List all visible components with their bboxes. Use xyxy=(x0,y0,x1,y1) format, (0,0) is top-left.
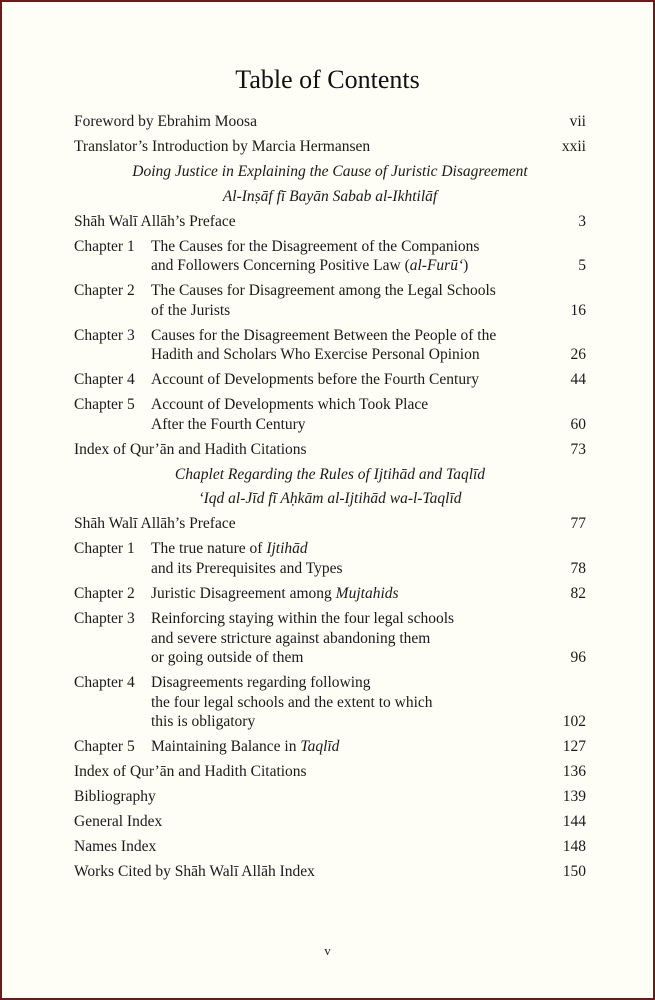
toc-entry-part1-index[interactable] xyxy=(74,440,586,460)
chapter-number: Chapter 4 xyxy=(74,674,135,692)
entry-page: 3 xyxy=(578,212,586,230)
chapter-number: Chapter 3 xyxy=(74,609,135,627)
label-italic: al-Furū‘ xyxy=(409,257,464,275)
label-line: Reinforcing staying within the four legal schools xyxy=(151,609,455,627)
entry-label xyxy=(151,237,586,276)
entry-label: Names Index xyxy=(74,838,157,856)
entry-label: Index of Qur’ān and Hadith Citations xyxy=(74,440,307,458)
entry-page: 44 xyxy=(570,371,586,389)
entry-label: Shāh Walī Allāh’s Preface xyxy=(74,515,236,533)
entry-label xyxy=(151,737,586,757)
label-line: Hadith and Scholars Who Exercise Personal Opinion xyxy=(151,346,480,364)
label-line: this is obligatory xyxy=(151,713,256,731)
entry-page: 16 xyxy=(570,301,586,319)
entry-page: 82 xyxy=(570,584,586,602)
toc-entry-bibliography[interactable] xyxy=(74,787,586,807)
part2-arabic-title: ‘Iqd al-Jīd fī Aḥkām al-Ijtihād wa-l-Taqlīd xyxy=(198,490,462,508)
entry-page: 144 xyxy=(562,813,586,831)
label-line: The Causes for the Disagreement of the Companions xyxy=(151,237,480,255)
entry-label xyxy=(151,673,586,732)
entry-label: Foreword by Ebrahim Moosa xyxy=(74,113,257,130)
label-line: or going outside of them xyxy=(151,649,304,667)
toc-entry-translators-introduction[interactable] xyxy=(74,137,586,157)
entry-page: 60 xyxy=(570,415,586,433)
toc-entry-part1-preface[interactable] xyxy=(74,212,586,232)
label-line: The Causes for Disagreement among the Legal Schools xyxy=(151,282,496,300)
toc-entry-general-index[interactable] xyxy=(74,812,586,832)
label-line: Juristic Disagreement among xyxy=(151,584,336,602)
entry-page: xxii xyxy=(561,137,586,155)
toc-entry-part2-chapter-2[interactable] xyxy=(74,584,586,604)
entry-label: Translator’s Introduction by Marcia Hermansen xyxy=(74,137,371,155)
book-page xyxy=(2,2,653,998)
label-line: and Followers Concerning Positive Law ( xyxy=(151,257,410,275)
toc-entry-part1-chapter-5[interactable] xyxy=(74,395,586,434)
entry-page: 77 xyxy=(570,515,586,533)
label-line: ) xyxy=(463,257,469,275)
label-line: and severe stricture against abandoning them xyxy=(151,629,431,647)
part1-title: Doing Justice in Explaining the Cause of Juristic Disagreement xyxy=(132,162,528,180)
label-line: The true nature of xyxy=(151,540,267,558)
chapter-number: Chapter 4 xyxy=(74,371,135,389)
entry-page: 148 xyxy=(562,838,586,856)
entry-label: Shāh Walī Allāh’s Preface xyxy=(74,212,236,230)
page-number: v xyxy=(324,943,331,958)
entry-page: 136 xyxy=(562,763,586,781)
entry-page: 5 xyxy=(578,257,586,275)
entry-label: General Index xyxy=(74,813,163,831)
toc-entry-part1-chapter-4[interactable] xyxy=(74,370,586,390)
entry-page: 73 xyxy=(570,440,586,458)
toc-entry-part2-chapter-4[interactable] xyxy=(74,673,586,732)
entry-page: 26 xyxy=(570,346,586,364)
entry-label xyxy=(151,370,586,390)
chapter-number: Chapter 2 xyxy=(74,282,135,300)
entry-label xyxy=(151,584,586,604)
entry-label xyxy=(151,281,586,320)
entry-label xyxy=(151,539,586,578)
part2-heading xyxy=(74,465,586,509)
chapter-number: Chapter 1 xyxy=(74,540,135,558)
label-line: Maintaining Balance in xyxy=(151,738,301,756)
toc-entry-part1-chapter-2[interactable] xyxy=(74,281,586,320)
label-line: Account of Developments which Took Place xyxy=(151,396,429,414)
chapter-number: Chapter 5 xyxy=(74,738,135,756)
label-italic: Mujtahids xyxy=(335,584,399,602)
label-line: After the Fourth Century xyxy=(151,415,306,433)
entry-label: Index of Qur’ān and Hadith Citations xyxy=(74,763,307,781)
label-italic: Taqlīd xyxy=(300,738,340,756)
entry-page: 78 xyxy=(570,559,586,577)
toc-entry-foreword[interactable] xyxy=(74,112,586,132)
part1-heading xyxy=(74,162,586,206)
part2-title: Chaplet Regarding the Rules of Ijtihād and Taqlīd xyxy=(174,465,486,483)
entry-page: 150 xyxy=(562,863,586,881)
part1-arabic-title: Al-Inṣāf fī Bayān Sabab al-Ikhtilāf xyxy=(222,187,438,205)
label-line: Account of Developments before the Fourth Century xyxy=(151,371,479,389)
label-line: and its Prerequisites and Types xyxy=(151,559,343,577)
toc-entry-part2-chapter-1[interactable] xyxy=(74,539,586,578)
chapter-number: Chapter 2 xyxy=(74,584,135,602)
toc-entry-part2-chapter-3[interactable] xyxy=(74,609,586,668)
entry-label xyxy=(151,609,586,668)
toc-entry-part2-preface[interactable] xyxy=(74,514,586,534)
chapter-number: Chapter 3 xyxy=(74,326,135,344)
label-italic: Ijtihād xyxy=(266,540,308,558)
label-line: Causes for the Disagreement Between the People of the xyxy=(151,326,497,344)
entry-page: 127 xyxy=(562,738,586,756)
chapter-number: Chapter 1 xyxy=(74,237,135,255)
table-of-contents xyxy=(74,112,586,887)
entry-label xyxy=(151,326,586,365)
entry-page: 96 xyxy=(570,649,586,667)
toc-entry-part1-chapter-3[interactable] xyxy=(74,326,586,365)
entry-page: 102 xyxy=(562,713,586,731)
toc-entry-part2-index[interactable] xyxy=(74,762,586,782)
toc-entry-works-cited-index[interactable] xyxy=(74,862,586,882)
entry-label: Works Cited by Shāh Walī Allāh Index xyxy=(74,863,315,881)
toc-entry-names-index[interactable] xyxy=(74,837,586,857)
entry-label: Bibliography xyxy=(74,788,156,806)
label-line: Disagreements regarding following xyxy=(151,674,371,692)
entry-page: 139 xyxy=(562,788,586,806)
entry-label xyxy=(151,395,586,434)
toc-entry-part1-chapter-1[interactable] xyxy=(74,237,586,276)
page-title: Table of Contents xyxy=(235,65,420,94)
entry-page: vii xyxy=(569,113,586,130)
chapter-number: Chapter 5 xyxy=(74,396,135,414)
label-line: the four legal schools and the extent to which xyxy=(151,693,433,711)
label-line: of the Jurists xyxy=(151,301,231,319)
toc-entry-part2-chapter-5[interactable] xyxy=(74,737,586,757)
